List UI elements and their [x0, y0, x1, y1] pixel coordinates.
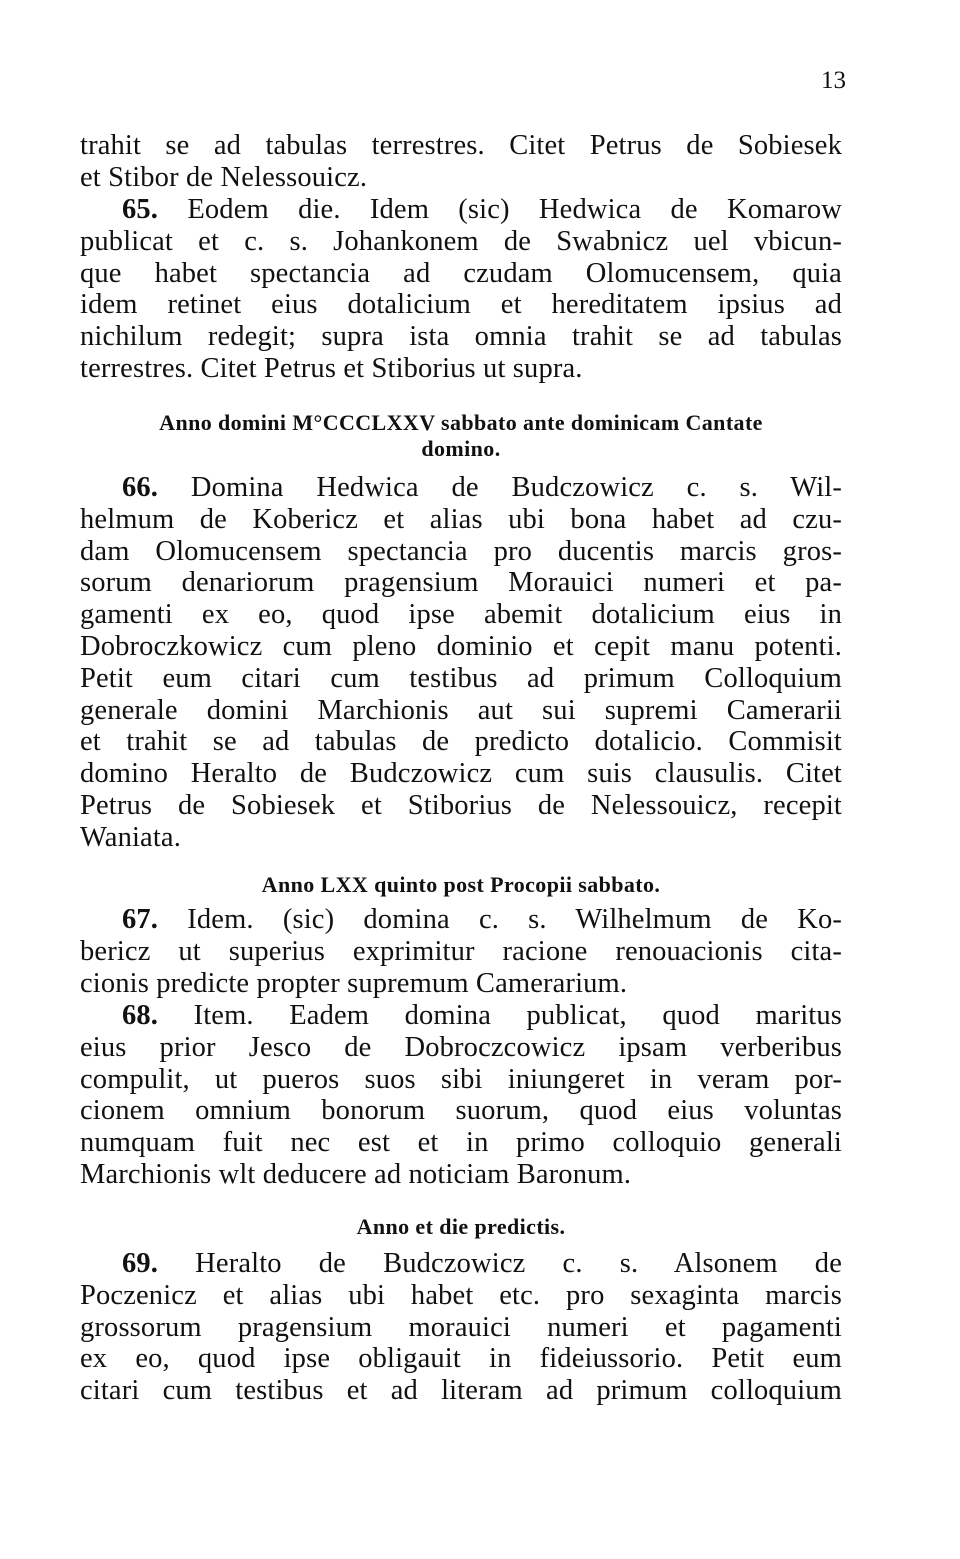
heading-line: Anno et die predictis. — [356, 1214, 566, 1239]
text-line: eius prior Jesco de Dobroczcowicz ipsam verberibus — [80, 1031, 842, 1063]
entry-text: Item. Eadem domina publicat, quod maritus — [158, 1000, 842, 1031]
entry-text: Domina Hedwica de Budczowicz c. s. Wil- — [158, 472, 842, 503]
text-line: Poczenicz et alias ubi habet etc. pro sexaginta marcis — [80, 1279, 842, 1311]
entry-number: 66. — [122, 472, 159, 503]
continuation-paragraph — [80, 130, 842, 194]
page-number: 13 — [821, 67, 846, 94]
entry-65 — [80, 194, 842, 385]
text-line: publicat et c. s. Johankonem de Swabnicz uel vbicun- — [80, 225, 842, 257]
section-heading — [80, 410, 842, 462]
text-line: ex eo, quod ipse obligauit in fideiussorio. Petit eum — [80, 1343, 842, 1375]
text-line: generale domini Marchionis aut sui supremi Camerarii — [80, 694, 842, 726]
text-line: bericz ut superius exprimitur racione renouacionis cita- — [80, 935, 842, 967]
entry-67 — [80, 904, 842, 999]
text-line: cionem omnium bonorum suorum, quod eius voluntas — [80, 1095, 842, 1127]
text-line: idem retinet eius dotalicium et hereditatem ipsius ad — [80, 289, 842, 321]
text-line: numquam fuit nec est et in primo colloquio generali — [80, 1127, 842, 1159]
entry-66 — [80, 472, 842, 854]
entry-first-line — [80, 1248, 842, 1280]
entry-68 — [80, 1000, 842, 1191]
text-line: et Stibor de Nelessouicz. — [80, 161, 368, 193]
entry-69 — [80, 1248, 842, 1407]
entry-number: 65. — [122, 194, 159, 225]
heading-line: Anno domini M°CCCLXXV sabbato ante dominicam Cantate — [159, 410, 763, 435]
text-line: grossorum pragensium morauici numeri et pagamenti — [80, 1311, 842, 1343]
entry-text: Idem. (sic) domina c. s. Wilhelmum de Ko- — [158, 904, 842, 935]
text-line: terrestres. Citet Petrus et Stiborius ut supra. — [80, 352, 583, 384]
entry-first-line — [80, 194, 842, 226]
entry-number: 67. — [122, 904, 159, 935]
text-line: Waniata. — [80, 821, 181, 853]
text-line: Marchionis wlt deducere ad noticiam Baronum. — [80, 1158, 632, 1190]
entry-text: Heralto de Budczowicz c. s. Alsonem de — [158, 1248, 842, 1279]
text-line: helmum de Kobericz et alias ubi bona habet ad czu- — [80, 503, 842, 535]
text-line: domino Heralto de Budczowicz cum suis clausulis. Citet — [80, 758, 842, 790]
text-line: gamenti ex eo, quod ipse abemit dotalicium eius in — [80, 599, 842, 631]
text-line: que habet spectancia ad czudam Olomucensem, quia — [80, 257, 842, 289]
section-heading — [80, 1214, 842, 1240]
text-line: compulit, ut pueros suos sibi iniungeret in veram por- — [80, 1063, 842, 1095]
entry-first-line — [80, 1000, 842, 1032]
text-line: Dobroczkowicz cum pleno dominio et cepit manu potenti. — [80, 630, 842, 662]
text-line: citari cum testibus et ad literam ad primum colloquium — [80, 1375, 842, 1407]
entry-first-line — [80, 472, 842, 504]
heading-line: Anno LXX quinto post Procopii sabbato. — [261, 872, 661, 897]
text-line: dam Olomucensem spectancia pro ducentis marcis gros- — [80, 535, 842, 567]
text-line: et trahit se ad tabulas de predicto dotalicio. Commisit — [80, 726, 842, 758]
heading-line: domino. — [421, 436, 501, 461]
text-line: Petit eum citari cum testibus ad primum Colloquium — [80, 662, 842, 694]
entry-text: Eodem die. Idem (sic) Hedwica de Komarow — [158, 194, 842, 225]
text-line: cionis predicte propter supremum Camerarium. — [80, 967, 628, 999]
entry-number: 68. — [122, 1000, 159, 1031]
entry-first-line — [80, 904, 842, 936]
section-heading — [80, 872, 842, 898]
text-line: Petrus de Sobiesek et Stiborius de Nelessouicz, recepit — [80, 789, 842, 821]
text-line: nichilum redegit; supra ista omnia trahit se ad tabulas — [80, 321, 842, 353]
entry-number: 69. — [122, 1248, 159, 1279]
text-line: trahit se ad tabulas terrestres. Citet Petrus de Sobiesek — [80, 130, 842, 161]
text-line: sorum denariorum pragensium Morauici numeri et pa- — [80, 567, 842, 599]
